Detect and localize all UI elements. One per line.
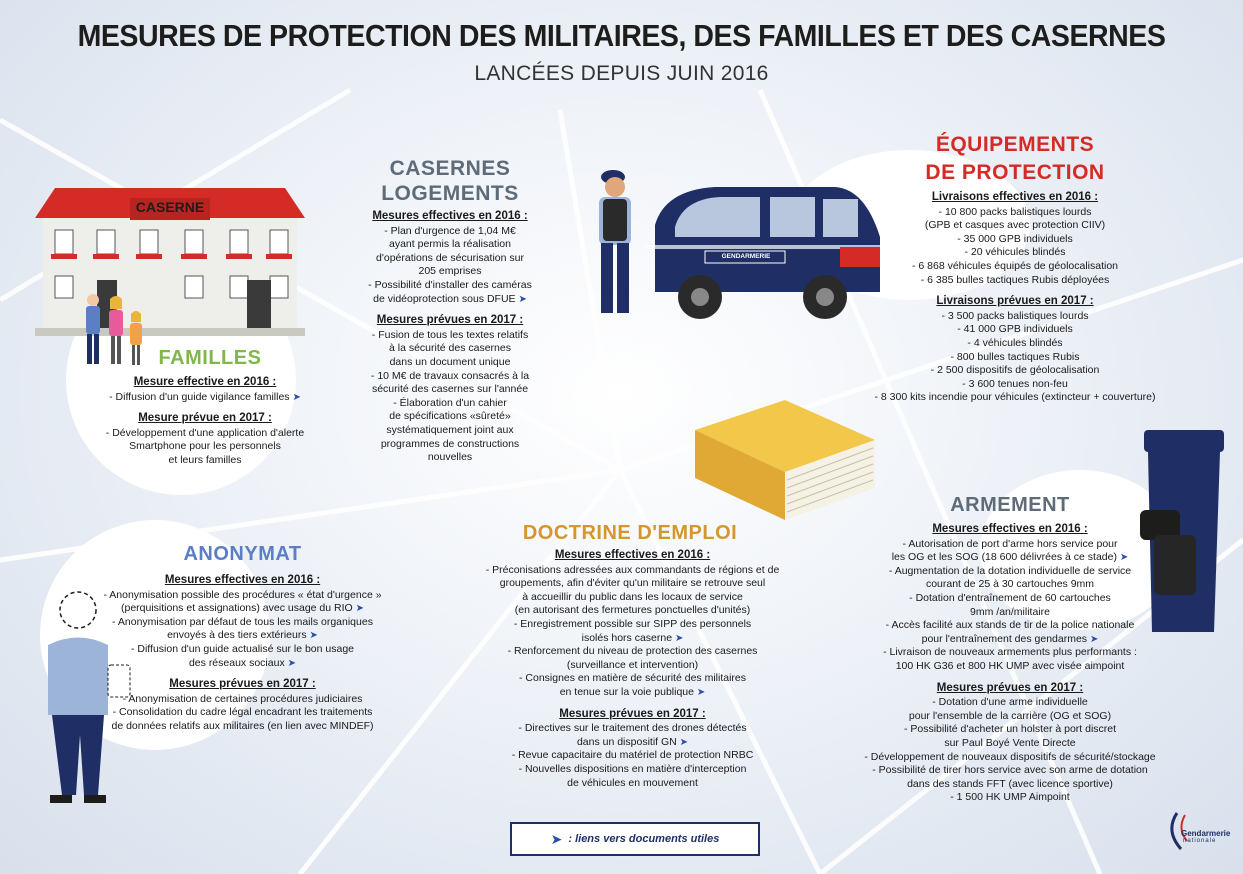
equipements-planned-line: - 2 500 dispositifs de géolocalisation (930, 364, 1100, 377)
equipements-planned-line: - 41 000 GPB individuels (957, 323, 1073, 336)
armement-planned-line: sur Paul Boyé Vente Directe (944, 736, 1076, 749)
van-label: GENDARMERIE (721, 253, 771, 260)
armement-planned-line: - 1 500 HK UMP Aimpoint (950, 791, 1070, 804)
anonymat-block (90, 574, 395, 734)
armement-effective-line: - Augmentation de la dotation individuelle de service (888, 564, 1132, 577)
doctrine-planned-line: - Directives sur le traitement des drones détectés (518, 722, 747, 735)
anonymat-effective-line[interactable]: des réseaux sociaux ➤ (188, 656, 297, 669)
link-cursor-icon[interactable]: ➤ (292, 391, 301, 403)
familles-title: FAMILLES (158, 347, 262, 369)
doctrine-planned-line: - Nouvelles dispositions en matière d'interception (518, 762, 747, 775)
armement-planned-line: pour l'ensemble de la carrière (OG et SOG) (908, 709, 1112, 722)
anonymat-effective-heading: Mesures effectives en 2016 : (164, 574, 321, 586)
page-subtitle: LANCÉES DEPUIS JUIN 2016 (474, 62, 769, 85)
armement-effective-line: - Accès facilité aux stands de tir de la police nationale (885, 619, 1135, 632)
casernes-planned-heading: Mesures prévues en 2017 : (376, 314, 524, 327)
doctrine-effective-line[interactable]: en tenue sur la voie publique ➤ (559, 685, 706, 698)
equipements-title (895, 131, 1135, 187)
armement-planned-line: - Possibilité d'acheter un holster à port discret (903, 723, 1117, 736)
page-title: MESURES DE PROTECTION DES MILITAIRES, DES FAMILLES ET DES CASERNES (77, 18, 1166, 53)
familles-planned-heading: Mesure prévue en 2017 : (138, 412, 272, 425)
casernes-planned-line: sécurité des casernes sur l'année (371, 383, 529, 396)
equipements-planned-line: - 3 500 packs balistiques lourds (941, 309, 1089, 322)
doctrine-effective-line: groupements, afin d'éviter qu'un militaire se retrouve seul (499, 577, 766, 590)
anonymat-effective-line: - Anonymisation possible des procédures « état d'urgence » (103, 588, 382, 601)
doctrine-planned-line: de véhicules en mouvement (567, 776, 698, 789)
equipements-effective-line: - 10 800 packs balistiques lourds (938, 205, 1092, 218)
doctrine-effective-line: à accueillir du public dans les locaux de service (522, 590, 743, 603)
casernes-title (360, 156, 540, 206)
casernes-title-line1: CASERNES (389, 157, 511, 180)
equipements-effective-heading: Livraisons effectives en 2016 : (931, 191, 1099, 203)
doctrine-planned-heading: Mesures prévues en 2017 : (559, 707, 706, 720)
equipements-planned-line: - 8 300 kits incendie pour véhicules (extincteur + couverture) (874, 391, 1156, 404)
legend-text: : liens vers documents utiles (568, 833, 720, 845)
casernes-planned-line: à la sécurité des casernes (389, 342, 511, 355)
familles-effective-line[interactable]: - Diffusion d'un guide vigilance familles ➤ (109, 390, 301, 403)
logo-line1: Gendarmerie (1181, 829, 1231, 838)
casernes-planned-line: - 10 M€ de travaux consacrés à la (370, 369, 530, 382)
familles-block (80, 376, 330, 468)
armement-planned-line: - Développement de nouveaux dispositifs de sécurité/stockage (864, 750, 1156, 763)
link-cursor-icon[interactable]: ➤ (1119, 552, 1129, 564)
casernes-planned-line: - Fusion de tous les textes relatifs (371, 328, 529, 341)
doctrine-effective-line: - Préconisations adressées aux commandants de régions et de (485, 563, 780, 576)
armement-effective-line: courant de 25 à 30 cartouches 9mm (925, 578, 1095, 591)
armement-effective-line: - Dotation d'entraînement de 60 cartouches (909, 591, 1111, 604)
link-cursor-icon[interactable]: ➤ (309, 630, 318, 642)
equipements-planned-line: - 800 bulles tactiques Rubis (950, 350, 1080, 363)
equipements-planned-line: - 3 600 tenues non-feu (962, 377, 1068, 390)
anonymat-effective-line[interactable]: envoyés à des tiers extérieurs ➤ (167, 629, 318, 642)
equipements-planned-heading: Livraisons prévues en 2017 : (936, 295, 1094, 308)
anonymat-effective-line: - Diffusion d'un guide actualisé sur le bon usage (130, 642, 355, 655)
link-cursor-icon[interactable]: ➤ (1089, 633, 1099, 645)
armement-effective-line[interactable]: les OG et les SOG (18 600 délivrées à ce stade) ➤ (891, 551, 1129, 564)
familles-planned-line: - Développement d'une application d'alerte (105, 426, 305, 439)
link-cursor-icon[interactable]: ➤ (518, 293, 527, 305)
equipements-effective-line: - 6 868 véhicules équipés de géolocalisation (911, 259, 1119, 272)
equipements-effective-line: - 35 000 GPB individuels (957, 232, 1073, 245)
links-legend (510, 822, 760, 856)
casernes-title-line2: LOGEMENTS (381, 182, 519, 205)
anonymat-planned-line: - Anonymisation de certaines procédures judiciaires (122, 692, 363, 705)
casernes-planned-line: de spécifications «sûreté» (389, 410, 511, 423)
doctrine-title: DOCTRINE D'EMPLOI (522, 522, 738, 544)
equipements-planned-line: - 4 véhicules blindés (967, 336, 1063, 349)
anonymat-planned-heading: Mesures prévues en 2017 : (169, 678, 316, 691)
anonymat-planned-line: - Consolidation du cadre légal encadrant les traitements (112, 706, 373, 719)
casernes-planned-line: - Élaboration d'un cahier (393, 396, 507, 409)
doctrine-planned-line[interactable]: dans un dispositif GN ➤ (576, 735, 689, 748)
book-illustration (690, 400, 880, 530)
casernes-effective-line: 205 emprises (418, 265, 482, 278)
casernes-planned-line: systématiquement joint aux (386, 423, 514, 436)
armement-effective-heading: Mesures effectives en 2016 : (932, 523, 1088, 535)
link-cursor-icon[interactable]: ➤ (675, 632, 684, 644)
equipements-title-line2: DE PROTECTION (925, 161, 1105, 184)
doctrine-effective-line: - Enregistrement possible sur SIPP des personnels (513, 617, 752, 630)
familles-planned-line: et leurs familles (168, 453, 242, 466)
casernes-effective-line: - Plan d'urgence de 1,04 M€ (384, 224, 516, 237)
doctrine-effective-line: - Renforcement du niveau de protection des casernes (507, 645, 758, 658)
armement-planned-line: - Dotation d'une arme individuelle (932, 696, 1088, 709)
armement-planned-heading: Mesures prévues en 2017 : (936, 681, 1084, 694)
anonymat-title: ANONYMAT (183, 543, 302, 565)
cursor-arrow-icon: ➤ (550, 830, 563, 847)
armement-effective-line: 100 HK G36 et 800 HK UMP avec visée aimpoint (895, 659, 1125, 672)
armement-title: ARMEMENT (950, 494, 1070, 516)
doctrine-effective-heading: Mesures effectives en 2016 : (554, 549, 711, 561)
doctrine-effective-line: (en autorisant des fermetures ponctuelles d'unités) (514, 604, 751, 617)
doctrine-block (460, 549, 805, 790)
doctrine-effective-line: (surveillance et intervention) (566, 658, 699, 671)
equipements-effective-line: - 20 véhicules blindés (964, 246, 1066, 259)
equipements-title-line1: ÉQUIPEMENTS (935, 133, 1095, 156)
casernes-planned-line: programmes de constructions (380, 437, 520, 450)
casernes-effective-heading: Mesures effectives en 2016 : (372, 210, 528, 222)
doctrine-planned-line: - Revue capacitaire du matériel de protection NRBC (511, 749, 754, 762)
casernes-effective-line: - Possibilité d'installer des caméras (368, 278, 532, 291)
familles-planned-line: Smartphone pour les personnels (129, 440, 281, 453)
equipements-effective-line: (GPB et casques avec protection CIIV) (924, 219, 1106, 232)
armement-planned-line: dans des stands FFT (avec licence sportive) (907, 777, 1113, 790)
familles-effective-heading: Mesure effective en 2016 : (133, 376, 277, 388)
anonymat-effective-line[interactable]: (perquisitions et assignations) avec usage du RIO ➤ (120, 602, 365, 615)
equipements-effective-line: - 6 385 bulles tactiques Rubis déployées (920, 273, 1110, 286)
doctrine-effective-line: - Consignes en matière de sécurité des militaires (518, 672, 747, 685)
casernes-block (345, 210, 555, 465)
anonymat-planned-line: de données relatifs aux militaires (en lien avec MINDEF) (111, 719, 374, 732)
armement-effective-line[interactable]: pour l'entraînement des gendarmes ➤ (921, 632, 1099, 645)
armement-effective-line: - Livraison de nouveaux armements plus performants : (883, 646, 1137, 659)
gendarmerie-logo (1165, 805, 1235, 855)
caserne-sign: CASERNE (135, 199, 205, 215)
anonymat-effective-line: - Anonymisation par défaut de tous les mails organiques (112, 615, 373, 628)
casernes-effective-line[interactable]: de vidéoprotection sous DFUE ➤ (373, 292, 527, 305)
casernes-effective-line: ayant permis la réalisation (389, 238, 511, 251)
casernes-effective-line: d'opérations de sécurisation sur (376, 251, 524, 264)
equipements-block (855, 191, 1175, 405)
casernes-planned-line: dans un document unique (389, 355, 511, 368)
link-cursor-icon[interactable]: ➤ (287, 657, 297, 669)
casernes-planned-line: nouvelles (427, 451, 473, 464)
doctrine-effective-line[interactable]: isolés hors caserne ➤ (581, 631, 684, 644)
link-cursor-icon[interactable]: ➤ (696, 686, 706, 698)
gendarme-illustration (585, 165, 645, 320)
armement-effective-line: - Autorisation de port d'arme hors service pour (902, 537, 1118, 550)
armement-effective-line: 9mm /an/militaire (970, 605, 1050, 618)
link-cursor-icon[interactable]: ➤ (679, 736, 689, 748)
logo-line2: nationale (1183, 838, 1217, 844)
armement-block (850, 523, 1170, 805)
armement-planned-line: - Possibilité de tirer hors service avec son arme de dotation (872, 764, 1148, 777)
link-cursor-icon[interactable]: ➤ (355, 603, 365, 615)
